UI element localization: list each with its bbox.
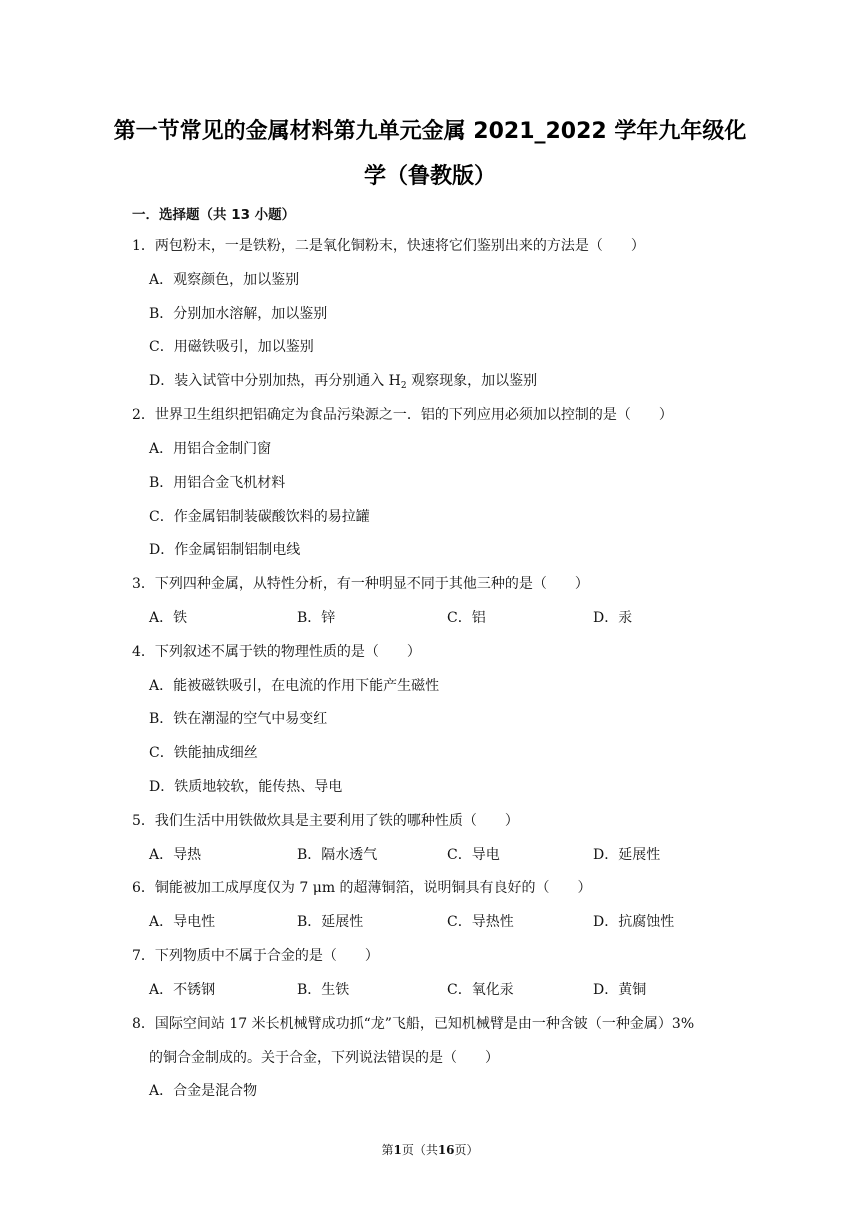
question-4-option-c: C．铁能抽成细丝 (149, 745, 258, 761)
question-5-option-d: D．延展性 (593, 847, 661, 863)
footer-prefix: 第 (381, 1143, 394, 1157)
question-3-option-a: A．铁 (149, 610, 188, 626)
question-3-option-d: D．汞 (593, 610, 633, 626)
question-3-stem: 3．下列四种金属，从特性分析，有一种明显不同于其他三种的是（ ） (132, 576, 589, 592)
question-7-option-a: A．不锈钢 (149, 982, 216, 998)
question-3-option-c: C．铝 (447, 610, 486, 626)
question-1-option-c: C．用磁铁吸引，加以鉴别 (149, 339, 314, 355)
option-d-text-before: D．装入试管中分别加热，再分别通入 H (149, 373, 401, 389)
question-5-option-a: A．导热 (149, 847, 202, 863)
question-4-option-d: D．铁质地较软，能传热、导电 (149, 779, 343, 795)
question-7-option-c: C．氧化汞 (447, 982, 514, 998)
option-d-text-after: 观察现象，加以鉴别 (406, 373, 538, 389)
question-5-option-c: C．导电 (447, 847, 500, 863)
question-1-option-a: A．观察颜色，加以鉴别 (149, 272, 300, 288)
question-5-option-b: B．隔水透气 (297, 847, 378, 863)
page-footer (0, 1141, 860, 1158)
question-1-option-b: B．分别加水溶解，加以鉴别 (149, 306, 328, 322)
question-2-stem: 2．世界卫生组织把铝确定为食品污染源之一．铝的下列应用必须加以控制的是（ ） (132, 407, 673, 423)
question-4-stem: 4．下列叙述不属于铁的物理性质的是（ ） (132, 644, 421, 660)
question-4-option-b: B．铁在潮湿的空气中易变红 (149, 711, 328, 727)
total-page-count: 16 (437, 1143, 455, 1157)
question-3-option-b: B．锌 (297, 610, 336, 626)
question-6-stem: 6．铜能被加工成厚度仅为 7 μm 的超薄铜箔，说明铜具有良好的（ ） (132, 880, 592, 896)
question-8-stem-line-2: 的铜合金制成的。关于合金，下列说法错误的是（ ） (149, 1050, 499, 1066)
question-1-option-d (149, 372, 537, 395)
footer-suffix: 页） (454, 1143, 479, 1157)
question-8-option-a: A．合金是混合物 (149, 1083, 258, 1099)
current-page-number: 1 (393, 1143, 402, 1157)
footer-middle: 页（共 (401, 1143, 438, 1157)
question-7-option-b: B．生铁 (297, 982, 350, 998)
question-2-option-d: D．作金属铝制铝制电线 (149, 542, 301, 558)
question-7-option-d: D．黄铜 (593, 982, 647, 998)
question-6-option-a: A．导电性 (149, 914, 216, 930)
document-title-line-2: 学（鲁教版） (363, 164, 496, 189)
question-6-option-c: C．导热性 (447, 914, 514, 930)
question-5-stem: 5．我们生活中用铁做炊具是主要利用了铁的哪种性质（ ） (132, 813, 519, 829)
question-6-option-b: B．延展性 (297, 914, 364, 930)
hydrogen-subscript: 2 (400, 381, 407, 391)
question-7-stem: 7．下列物质中不属于合金的是（ ） (132, 948, 379, 964)
question-2-option-c: C．作金属铝制装碳酸饮料的易拉罐 (149, 509, 370, 525)
document-title-line-1: 第一节常见的金属材料第九单元金属 2021_2022 学年九年级化 (113, 119, 747, 144)
question-2-option-b: B．用铝合金飞机材料 (149, 475, 286, 491)
section-heading: 一．选择题（共 13 小题） (132, 207, 296, 223)
question-8-stem-line-1: 8．国际空间站 17 米长机械臂成功抓“龙”飞船，已知机械臂是由一种含铍（一种金属）3% (132, 1016, 695, 1032)
question-4-option-a: A．能被磁铁吸引，在电流的作用下能产生磁性 (149, 678, 440, 694)
question-2-option-a: A．用铝合金制门窗 (149, 441, 272, 457)
question-6-option-d: D．抗腐蚀性 (593, 914, 675, 930)
question-1-stem: 1．两包粉末，一是铁粉，二是氧化铜粉末，快速将它们鉴别出来的方法是（ ） (132, 238, 645, 254)
